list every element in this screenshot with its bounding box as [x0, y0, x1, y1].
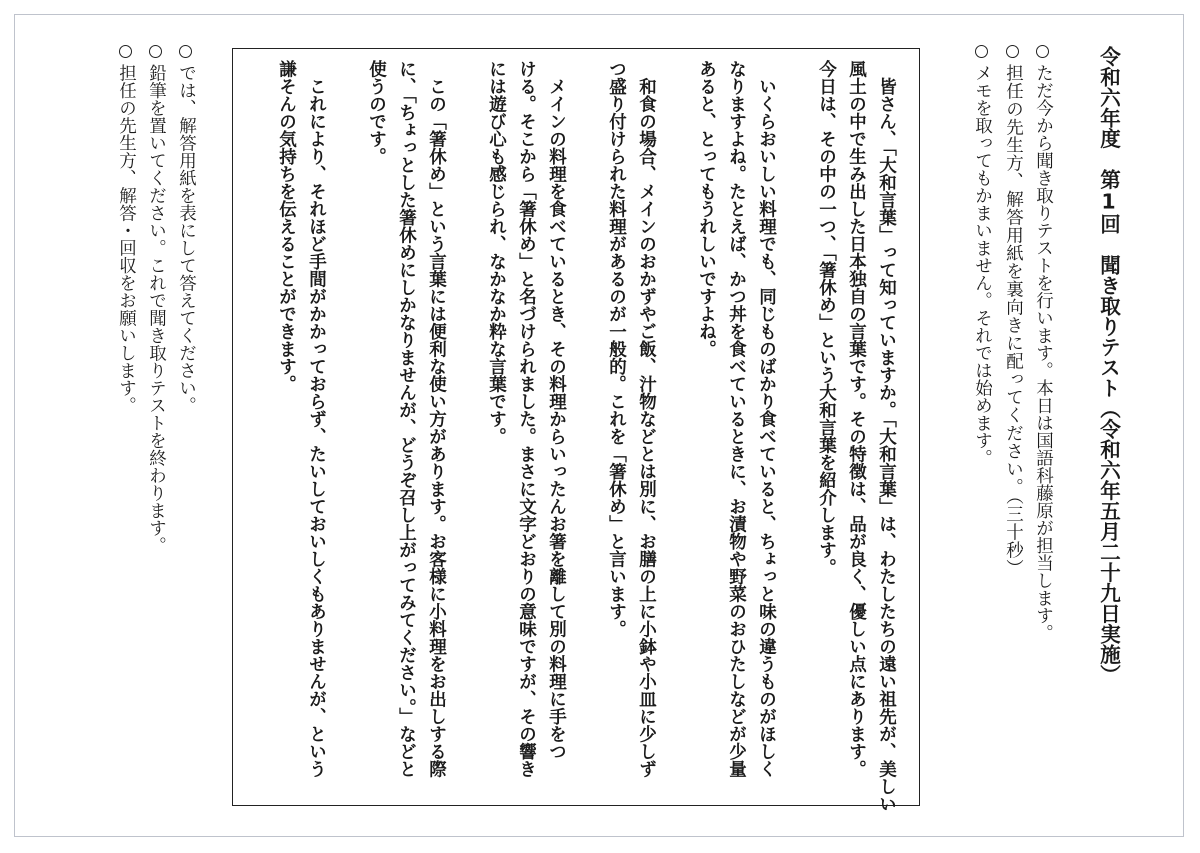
document-title: 令和六年度 第1回 聞き取りテスト（令和六年五月二十九日実施） — [1096, 46, 1121, 685]
passage-line: なりますよね。たとえば、かつ丼を食べているときに、お漬物や野菜のおひたしなどが少量 — [726, 60, 747, 778]
bullet-circle — [1006, 45, 1019, 58]
bullet-circle — [119, 45, 132, 58]
intro-line-2: 担任の先生方、解答用紙を裏向きに配ってください。（三十秒） — [1003, 64, 1024, 578]
closing-line-3: 担任の先生方、解答・回収をお願いします。 — [116, 64, 137, 414]
passage-line: あると、とってもうれしいですよね。 — [696, 60, 717, 358]
passage-line: つ盛り付けられた料理があるのが一般的。これを「箸休め」と言います。 — [606, 60, 627, 638]
passage-line: 皆さん、「大和言葉」って知っていますか。「大和言葉」は、わたしたちの遠い祖先が、美しい — [876, 60, 897, 813]
closing-line-1: では、解答用紙を表にして答えてください。 — [176, 64, 197, 414]
bullet-circle — [1036, 45, 1049, 58]
passage-line: 使うのです。 — [366, 60, 387, 165]
passage-line: 和食の場合、メインのおかずやご飯、汁物などとは別に、お膳の上に小鉢や小皿に少しず — [636, 60, 657, 778]
passage-line: いくらおいしい料理でも、同じものばかり食べていると、ちょっと味の違うものがほしく — [756, 60, 777, 778]
closing-line-2: 鉛筆を置いてください。これで聞き取りテストを終わります。 — [146, 64, 167, 554]
intro-line-1: ただ今から聞き取りテストを行います。本日は国語科藤原が担当します。 — [1033, 64, 1054, 642]
passage-line: に、「ちょっとした箸休めにしかなりませんが、どうぞ召し上がってみてください。」などと — [396, 60, 417, 778]
passage-line: 謙そんの気持ちを伝えることができます。 — [276, 60, 297, 393]
bullet-circle — [975, 45, 988, 58]
bullet-circle — [179, 45, 192, 58]
passage-line: には遊び心も感じられ、なかなか粋な言葉です。 — [486, 60, 507, 445]
intro-line-3: メモを取ってもかまいません。それでは始めます。 — [972, 64, 993, 467]
passage-line: これにより、それほど手間がかかっておらず、たいしておいしくもありませんが、という — [306, 60, 327, 778]
passage-line: 今日は、その中の一つ、「箸休め」という大和言葉を紹介します。 — [816, 60, 837, 577]
passage-line: メインの料理を食べているとき、その料理からいったんお箸を離して別の料理に手をつ — [546, 60, 567, 760]
bullet-circle — [149, 45, 162, 58]
passage-line: ける。そこから「箸休め」と名づけられました。まさに文字どおりの意味ですが、その響き — [516, 60, 537, 778]
passage-line: この「箸休め」という言葉には便利な使い方があります。お客様に小料理をお出しする際 — [426, 60, 447, 778]
passage-line: 風土の中で生み出した日本独自の言葉です。その特徴は、品が良く、優しい点にあります。 — [846, 60, 867, 778]
